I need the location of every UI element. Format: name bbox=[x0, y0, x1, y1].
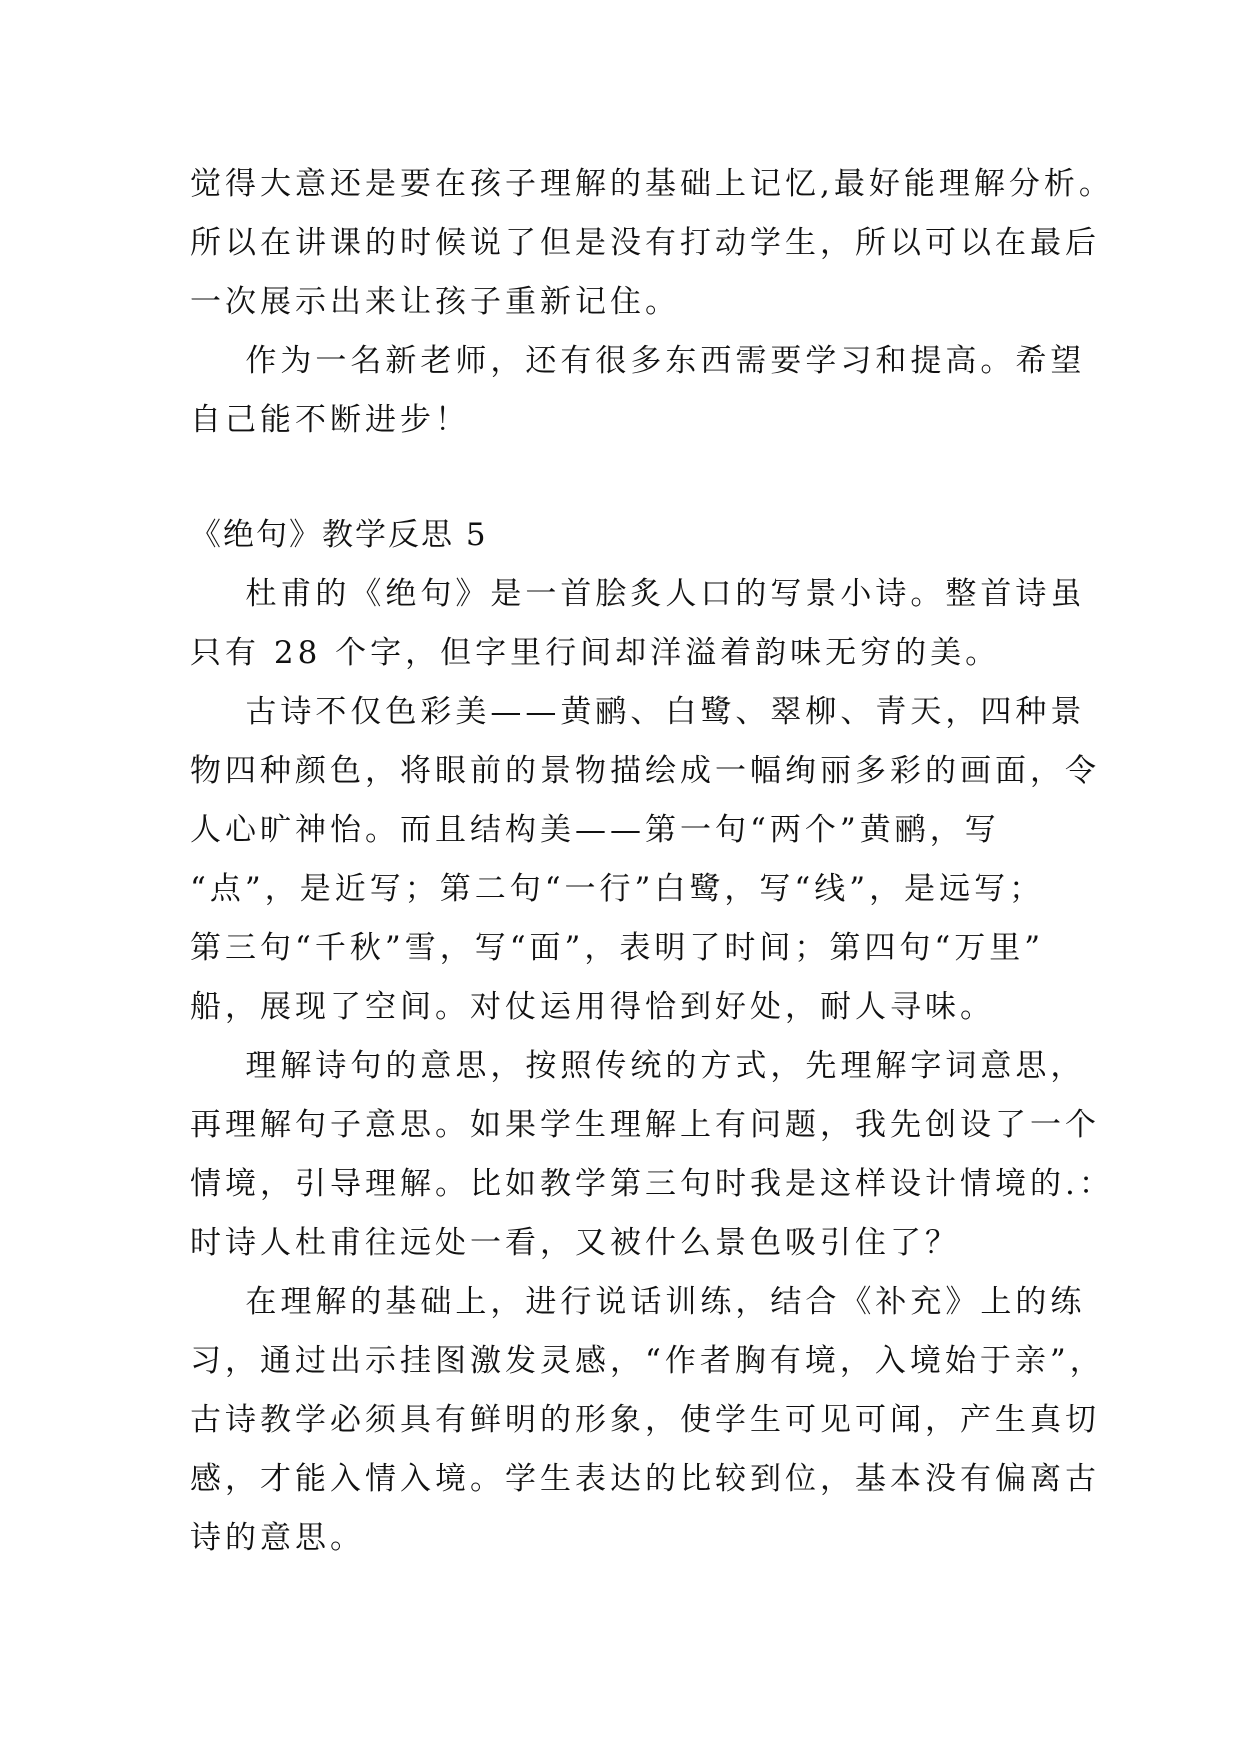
text-line: 感，才能入情入境。学生表达的比较到位，基本没有偏离古 bbox=[190, 1461, 1100, 1497]
text-line: 时诗人杜甫往远处一看，又被什么景色吸引住了？ bbox=[190, 1225, 960, 1261]
text-line: 诗的意思。 bbox=[190, 1520, 365, 1556]
text-line: 自己能不断进步！ bbox=[190, 402, 470, 438]
text-line: 船，展现了空间。对仗运用得恰到好处，耐人寻味。 bbox=[190, 989, 995, 1025]
text-line: 再理解句子意思。如果学生理解上有问题，我先创设了一个 bbox=[190, 1107, 1100, 1143]
text-line: 人心旷神怡。而且结构美——第一句“两个”黄鹂，写 bbox=[190, 812, 1000, 848]
text-line: 所以在讲课的时候说了但是没有打动学生，所以可以在最后 bbox=[190, 225, 1100, 261]
text-line: 觉得大意还是要在孩子理解的基础上记忆,最好能理解分析。 bbox=[190, 166, 1114, 202]
text-line: 只有 28 个字，但字里行间却洋溢着韵味无穷的美。 bbox=[190, 635, 1001, 671]
text-line: 在理解的基础上，进行说话训练，结合《补充》上的练 bbox=[190, 1284, 1086, 1320]
text-line: 作为一名新老师，还有很多东西需要学习和提高。希望 bbox=[190, 343, 1086, 379]
text-line: 一次展示出来让孩子重新记住。 bbox=[190, 284, 680, 320]
section-heading: 《绝句》教学反思 5 bbox=[190, 517, 488, 553]
text-line: 古诗不仅色彩美——黄鹂、白鹭、翠柳、青天，四种景 bbox=[190, 694, 1086, 730]
text-line: 情境，引导理解。比如教学第三句时我是这样设计情境的.： bbox=[190, 1166, 1114, 1202]
text-line: 第三句“千秋”雪，写“面”，表明了时间；第四句“万里” bbox=[190, 930, 1045, 966]
text-line: 古诗教学必须具有鲜明的形象，使学生可见可闻，产生真切 bbox=[190, 1402, 1100, 1438]
text-line: 物四种颜色，将眼前的景物描绘成一幅绚丽多彩的画面，令 bbox=[190, 753, 1100, 789]
text-line: 理解诗句的意思，按照传统的方式，先理解字词意思， bbox=[190, 1048, 1086, 1084]
text-line: 杜甫的《绝句》是一首脍炙人口的写景小诗。整首诗虽 bbox=[190, 576, 1086, 612]
text-line: “点”，是近写；第二句“一行”白鹭，写“线”，是远写； bbox=[190, 871, 1045, 907]
text-line: 习，通过出示挂图激发灵感，“作者胸有境，入境始于亲”， bbox=[190, 1343, 1105, 1379]
